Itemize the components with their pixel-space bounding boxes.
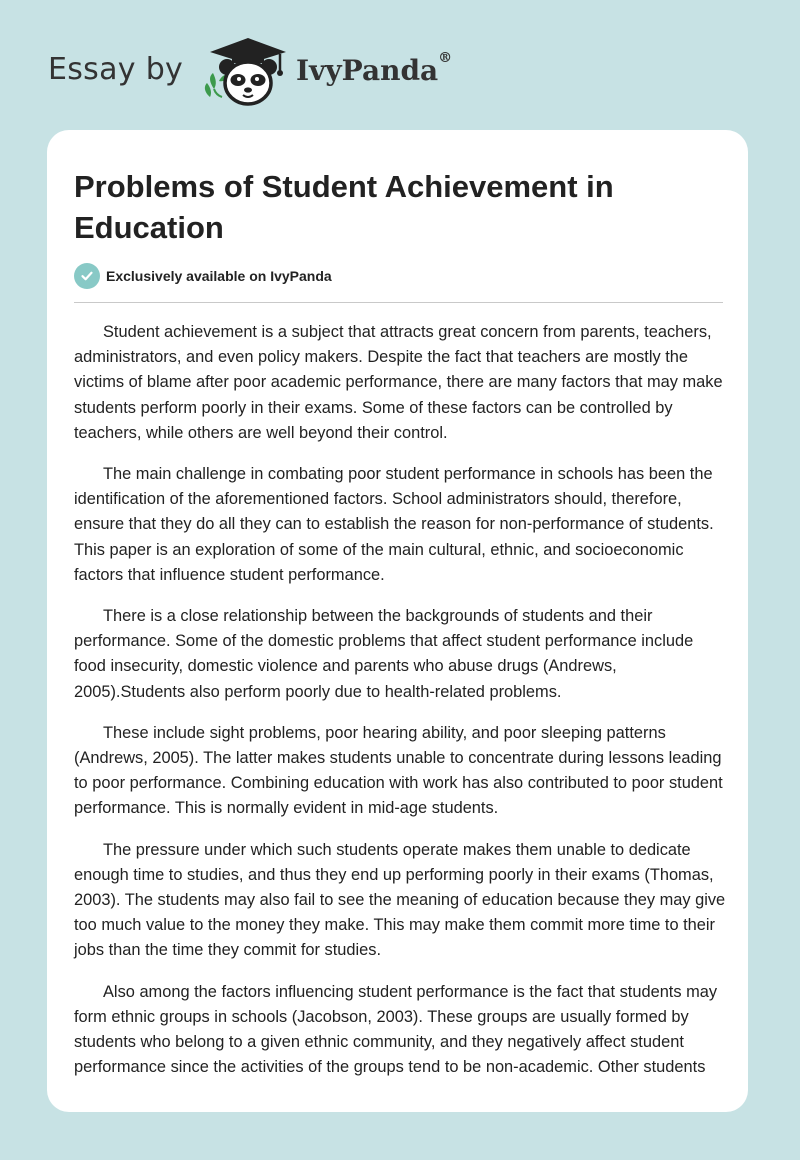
site-header	[0, 0, 800, 130]
paragraph: Also among the factors influencing student performance is the fact that students may form ethnic groups in schools (Jacobson, 2003). These groups are usually formed by students who belong to a given ethnic community, and they negatively affect student performance since the activities of the groups tend to be non-academic. Other students	[74, 982, 718, 1077]
check-circle-icon	[74, 263, 100, 289]
paragraph: Student achievement is a subject that attracts great concern from parents, teachers, administrators, and even policy makers. Despite the fact that teachers are mostly the victims of blame after poor academic performance, there are many factors that may make students perform poorly in their exams. Some of these factors can be controlled by teachers, while others are well beyond their control.	[74, 323, 723, 442]
exclusive-badge	[74, 263, 332, 289]
essay-body	[74, 320, 726, 1096]
paragraph: There is a close relationship between the backgrounds of students and their performance. Some of the domestic problems that affect student performance include food insecurity, domestic violence and parents who abuse drugs (Andrews, 2005).Students also perform poorly due to health-related problems.	[74, 607, 694, 701]
essay-card	[47, 130, 748, 1112]
panda-graduate-logo-icon[interactable]	[200, 35, 296, 111]
registered-mark: ®	[438, 50, 453, 66]
paragraph: The pressure under which such students operate makes them unable to dedicate enough time to studies, and thus they end up performing poorly in their exams (Thomas, 2003). The students may also fail to see the meaning of education because they may give too much value to the money they make. This may make them commit more time to their jobs than the time they commit for studies.	[74, 840, 726, 960]
brand-name-text: IvyPanda	[296, 54, 439, 87]
brand-name	[296, 50, 453, 87]
badge-label: Exclusively available on IvyPanda	[106, 268, 332, 284]
page-title: Problems of Student Achievement in Education	[74, 169, 614, 245]
essay-by-label: Essay by	[48, 52, 184, 87]
paragraph: These include sight problems, poor hearing ability, and poor sleeping patterns (Andrews, 2005). The latter makes students unable to concentrate during lessons leading to poor performance. Combining education with work has also contributed to poor student performance. This is normally evident in mid-age students.	[74, 723, 723, 818]
divider	[74, 302, 723, 303]
paragraph: The main challenge in combating poor student performance in schools has been the identification of the aforementioned factors. School administrators should, therefore, ensure that they do all they can to establish the reason for non-performance of students. This paper is an exploration of some of the main cultural, ethnic, and socioeconomic factors that influence student performance.	[74, 465, 714, 584]
